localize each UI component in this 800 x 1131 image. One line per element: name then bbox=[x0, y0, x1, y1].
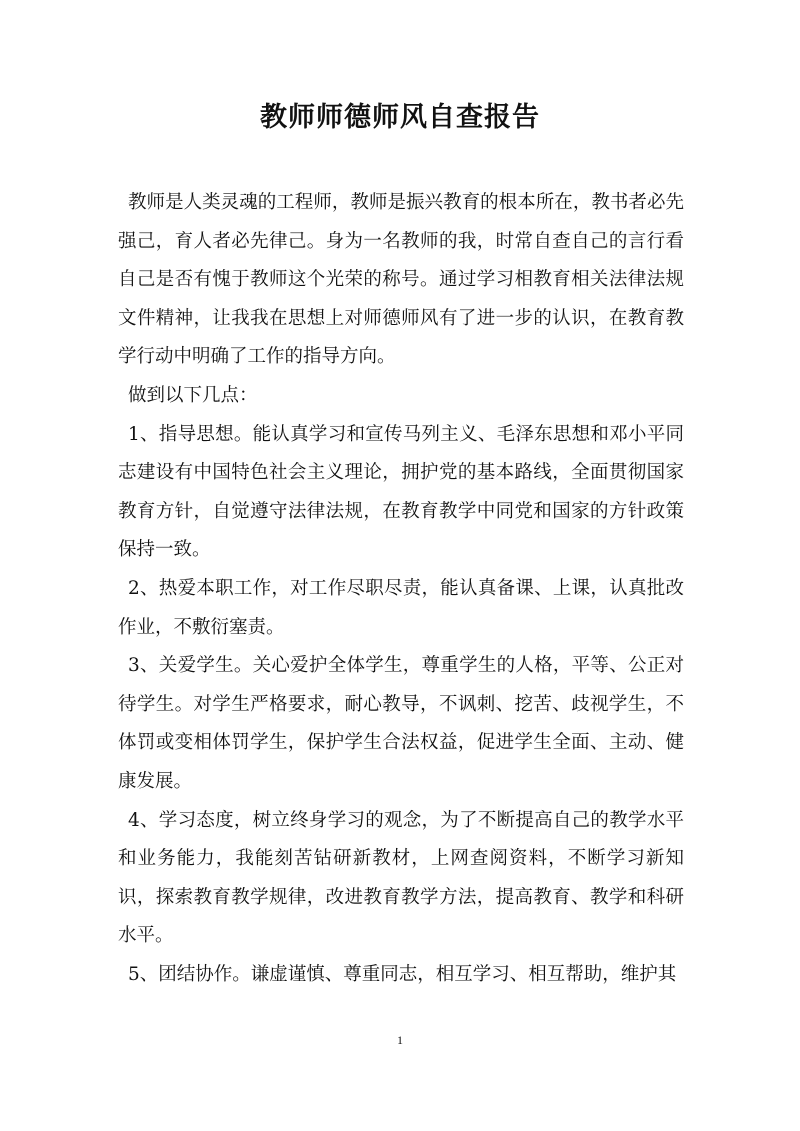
paragraph-point-5: 5、团结协作。谦虚谨慎、尊重同志，相互学习、相互帮助，维护其 bbox=[128, 963, 677, 985]
document-body bbox=[118, 184, 684, 994]
paragraph-point-4: 4、学习态度，树立终身学习的观念，为了不断提高自己的教学水平和业务能力，我能刻苦钻研新教材，上网查阅资料，不断学习新知识，探索教育教学规律，改进教育教学方法，提高教育、教学和科研水平。 bbox=[118, 809, 684, 947]
paragraph-points-lead: 做到以下几点： bbox=[128, 384, 258, 406]
paragraph-point-2: 2、热爱本职工作，对工作尽职尽责，能认真备课、上课，认真批改作业，不敷衍塞责。 bbox=[118, 577, 684, 638]
paragraph-point-1: 1、指导思想。能认真学习和宣传马列主义、毛泽东思想和邓小平同志建设有中国特色社会主义理论，拥护党的基本路线，全面贯彻国家教育方针，自觉遵守法律法规，在教育教学中同党和国家的方针政策保持一致。 bbox=[118, 423, 684, 561]
document-title: 教师师德师风自查报告 bbox=[260, 102, 540, 133]
paragraph-point-3: 3、关爱学生。关心爱护全体学生，尊重学生的人格，平等、公正对待学生。对学生严格要求，耐心教导，不讽刺、挖苦、歧视学生，不体罚或变相体罚学生，保护学生合法权益，促进学生全面、主动、健康发展。 bbox=[118, 655, 684, 792]
page-number: 1 bbox=[397, 1033, 403, 1047]
paragraph-intro: 教师是人类灵魂的工程师，教师是振兴教育的根本所在，教书者必先强己，育人者必先律己。身为一名教师的我，时常自查自己的言行看自己是否有愧于教师这个光荣的称号。通过学习相教育相关法律法规文件精神，让我我在思想上对师德师风有了进一步的认识，在教育教学行动中明确了工作的指导方向。 bbox=[118, 192, 684, 368]
